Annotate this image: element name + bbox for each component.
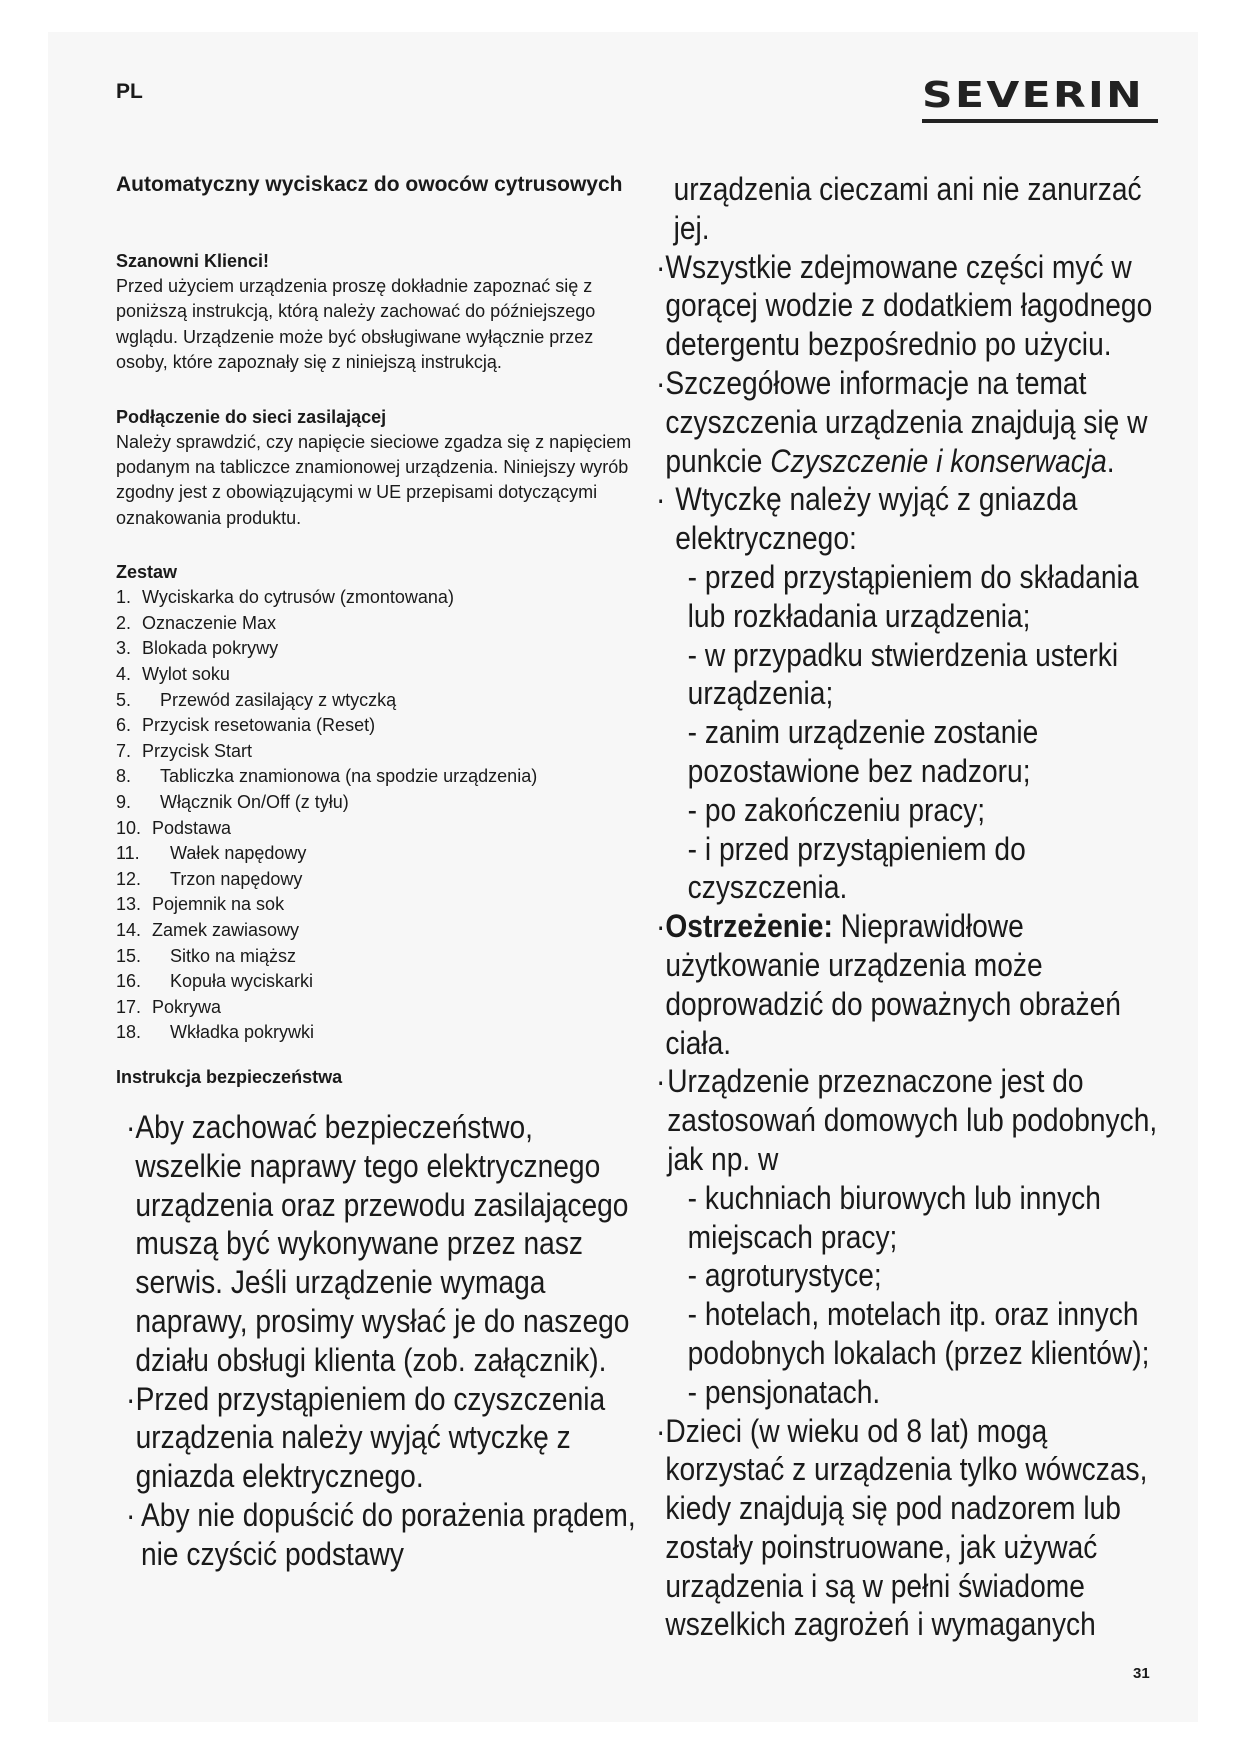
safety-left-bullets [126, 1108, 643, 1574]
list-item: 5. Przewód zasilający z wtyczką [116, 689, 397, 710]
bullet-dot: · [656, 908, 666, 945]
list-item: 17. Pokrywa [116, 996, 222, 1017]
list-item: 14. Zamek zawiasowy [116, 919, 300, 940]
bullet-dot: · [656, 481, 666, 518]
bullet-dot: · [656, 1412, 666, 1449]
safety-section [116, 1064, 636, 1574]
list-item: 3. Blokada pokrywy [116, 638, 279, 659]
list-item: · Wszystkie zdejmowane części myć w gorącej wodzie z dodatkiem łagodnego detergentu bezpośrednio po użyciu. [656, 248, 1153, 363]
power-section [116, 404, 636, 532]
sub-item: - kuchniach biurowych lub innych miejscach pracy; [687, 1179, 1101, 1255]
bullet-dot: · [656, 364, 666, 401]
list-item: 1. Wyciskarka do cytrusów (zmontowana) [116, 587, 454, 608]
bullet-dot: · [656, 248, 666, 285]
list-item: 13. Pojemnik na sok [116, 894, 285, 915]
kit-section [116, 559, 636, 1046]
list-item: 6. Przycisk resetowania (Reset) [116, 715, 376, 736]
list-item: 15. Sitko na miąższ [116, 945, 297, 966]
list-item: 12. Trzon napędowy [116, 868, 303, 889]
brand-wordmark: SEVERIN [922, 75, 1145, 116]
bullet-dot: · [126, 1380, 136, 1417]
list-item: · Wtyczkę należy wyjąć z gniazda elektrycznego: [656, 481, 1078, 557]
safety-heading: Instrukcja bezpieczeństwa [116, 1066, 343, 1087]
right-column [656, 170, 1176, 1644]
sub-item: - w przypadku stwierdzenia usterki urządzenia; [687, 636, 1119, 712]
list-item: · Ostrzeżenie: Nieprawidłowe użytkowanie urządzenia może doprowadzić do poważnych obrażeń ciała. [656, 908, 1121, 1061]
list-item: 8. Tabliczka znamionowa (na spodzie urządzenia) [116, 766, 538, 787]
severin-logo [922, 76, 1158, 123]
sub-item: - pensjonatach. [687, 1373, 881, 1410]
sub-item: - hotelach, motelach itp. oraz innych podobnych lokalach (przez klientów); [687, 1296, 1150, 1371]
list-item: · Aby nie dopuścić do porażenia prądem, nie czyścić podstawy [126, 1496, 636, 1572]
list-item: · Przed przystąpieniem do czyszczenia urządzenia należy wyjąć wtyczkę z gniazda elektrycznego. [126, 1380, 606, 1495]
document-title: Automatyczny wyciskacz do owoców cytrusowych [116, 173, 623, 196]
greeting-text: Przed użyciem urządzenia proszę dokładnie zapoznać się z poniższą instrukcją, którą należy zachować do późniejszego wglądu. Urządzenie może być obsługiwane wyłącznie przez osoby, które zapoznały się z niniejszą instrukcją. [116, 276, 596, 373]
greeting-heading: Szanowni Klienci! [116, 251, 270, 271]
parts-list [116, 585, 636, 1046]
language-code: PL [116, 80, 143, 103]
safety-right-bullets [656, 170, 1173, 1644]
cleaning-section-reference: Czyszczenie i konserwacja [770, 442, 1107, 479]
greeting-section [116, 248, 636, 376]
list-item: · Aby zachować bezpieczeństwo, wszelkie naprawy tego elektrycznego urządzenia oraz przewodu zasilającego muszą być wykonywane przez nasz serwis. Jeśli urządzenie wymaga naprawy, prosimy wysłać je do naszego działu obsługi klienta (zob. załącznik). [126, 1108, 630, 1378]
list-item: 11. Wałek napędowy [116, 843, 307, 864]
list-item: 10. Podstawa [116, 817, 232, 838]
warning-label: Ostrzeżenie: [665, 908, 833, 945]
power-text: Należy sprawdzić, czy napięcie sieciowe zgadza się z napięciem podanym na tabliczce znamionowej urządzenia. Niniejszy wyrób zgodny jest z obowiązującymi w UE przepisami dotyczącymi oznakowania produktu. [116, 431, 632, 528]
list-item: 18. Wkładka pokrywki [116, 1022, 315, 1043]
list-item: 16. Kopuła wyciskarki [116, 971, 314, 992]
bullet-dot: · [126, 1108, 136, 1145]
sub-item: - przed przystąpieniem do składania lub rozkładania urządzenia; [687, 558, 1139, 634]
bullet-dot: · [656, 1063, 666, 1100]
list-item: 2. Oznaczenie Max [116, 612, 277, 633]
page-number: 31 [1133, 1665, 1150, 1682]
left-column [116, 170, 636, 1574]
sub-item: - i przed przystąpieniem do czyszczenia. [687, 830, 1026, 906]
sub-item: - po zakończeniu pracy; [687, 791, 986, 828]
sub-item: - zanim urządzenie zostanie pozostawione bez nadzoru; [687, 714, 1039, 789]
continued-text: urządzenia cieczami ani nie zanurzać jej. [673, 171, 1142, 246]
sub-item: - agroturystyce; [687, 1257, 882, 1294]
logo-underline [922, 119, 1158, 123]
bullet-dot: · [126, 1496, 136, 1533]
list-item: 7. Przycisk Start [116, 740, 253, 761]
list-item: · Urządzenie przeznaczone jest do zastosowań domowych lub podobnych, jak np. w [656, 1063, 1158, 1177]
power-heading: Podłączenie do sieci zasilającej [116, 406, 387, 427]
list-item: 4. Wylot soku [116, 664, 230, 685]
kit-heading: Zestaw [116, 562, 178, 583]
list-item: 9. Włącznik On/Off (z tyłu) [116, 792, 349, 812]
list-item: · Szczegółowe informacje na temat czyszczenia urządzenia znajdują się w punkcie Czyszczenie i konserwacja. [656, 364, 1148, 479]
list-item: · Dzieci (w wieku od 8 lat) mogą korzystać z urządzenia tylko wówczas, kiedy znajdują się pod nadzorem lub zostały poinstruowane, jak używać urządzenia i są w pełni świadome wszelkich zagrożeń i wymaganych [656, 1412, 1148, 1643]
